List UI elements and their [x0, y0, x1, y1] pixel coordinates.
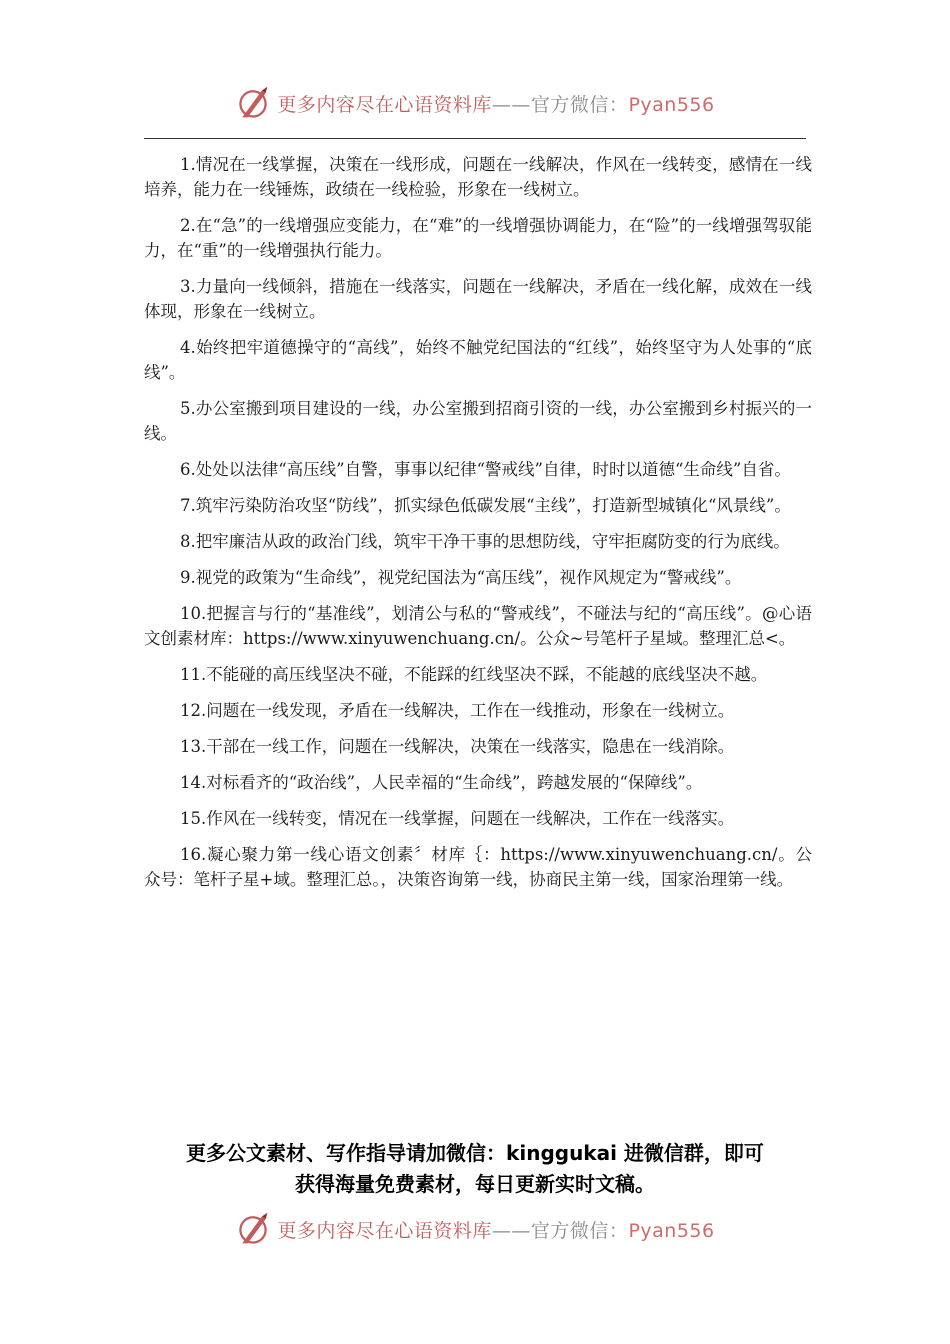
footer-note-line-1: 更多公文素材、写作指导请加微信：kinggukai 进微信群，即可	[186, 1141, 764, 1165]
list-item: 15.作风在一线转变，情况在一线掌握，问题在一线解决，工作在一线落实。	[180, 809, 735, 828]
quill-pen-circle-icon	[235, 1211, 271, 1247]
header-brand-text: 更多内容尽在心语资料库——官方微信：Pyan556	[277, 93, 715, 116]
list-item: 7.筑牢污染防治攻坚“防线”，抓实绿色低碳发展“主线”，打造新型城镇化“风景线”。	[180, 496, 791, 515]
footer-brand-text: 更多内容尽在心语资料库——官方微信：Pyan556	[277, 1219, 715, 1242]
list-item: 1.情况在一线掌握，决策在一线形成，问题在一线解决，作风在一线转变，感情在一线培养，能力在一线锤炼，政绩在一线检验，形象在一线树立。	[144, 155, 812, 199]
list-item: 6.处处以法律“高压线”自警，事事以纪律“警戒线”自律，时时以道德“生命线”自省。	[180, 460, 791, 479]
footer-banner	[0, 1206, 950, 1252]
list-item: 10.把握言与行的“基准线”，划清公与私的“警戒线”，不碰法与纪的“高压线”。@心语文创素材库：https://www.xinyuwenchuang.cn/。公众~号笔杆子星域。整理汇总<。	[144, 604, 812, 648]
list-item: 13.干部在一线工作，问题在一线解决，决策在一线落实，隐患在一线消除。	[180, 737, 735, 756]
list-item: 8.把牢廉洁从政的政治门线，筑牢干净干事的思想防线，守牢拒腐防变的行为底线。	[180, 532, 790, 551]
document-body	[144, 152, 812, 903]
list-item: 11.不能碰的高压线坚决不碰，不能踩的红线坚决不踩，不能越的底线坚决不越。	[180, 665, 768, 684]
header-banner	[0, 80, 950, 126]
list-item: 3.力量向一线倾斜，措施在一线落实，问题在一线解决，矛盾在一线化解，成效在一线体现，形象在一线树立。	[144, 277, 812, 321]
list-item: 4.始终把牢道德操守的“高线”，始终不触党纪国法的“红线”，始终坚守为人处事的“底线”。	[144, 338, 812, 382]
list-item: 12.问题在一线发现，矛盾在一线解决，工作在一线推动，形象在一线树立。	[180, 701, 735, 720]
list-item: 9.视党的政策为“生命线”，视党纪国法为“高压线”，视作风规定为“警戒线”。	[180, 568, 742, 587]
header-divider	[144, 138, 806, 139]
quill-pen-circle-icon	[235, 85, 271, 121]
footer-note-line-2: 获得海量免费素材，每日更新实时文稿。	[295, 1172, 655, 1196]
list-item: 5.办公室搬到项目建设的一线，办公室搬到招商引资的一线，办公室搬到乡村振兴的一线。	[144, 399, 812, 443]
footer-promo-note	[120, 1138, 830, 1200]
list-item: 2.在“急”的一线增强应变能力，在“难”的一线增强协调能力，在“险”的一线增强驾驭能力，在“重”的一线增强执行能力。	[144, 216, 812, 260]
list-item: 14.对标看齐的“政治线”，人民幸福的“生命线”，跨越发展的“保障线”。	[180, 773, 703, 792]
list-item: 16.凝心聚力第一线心语文创素〞材库｛：https://www.xinyuwenchuang.cn/。公众号：笔杆子星+域。整理汇总。，决策咨询第一线，协商民主第一线，国家治理第一线。	[144, 845, 812, 889]
